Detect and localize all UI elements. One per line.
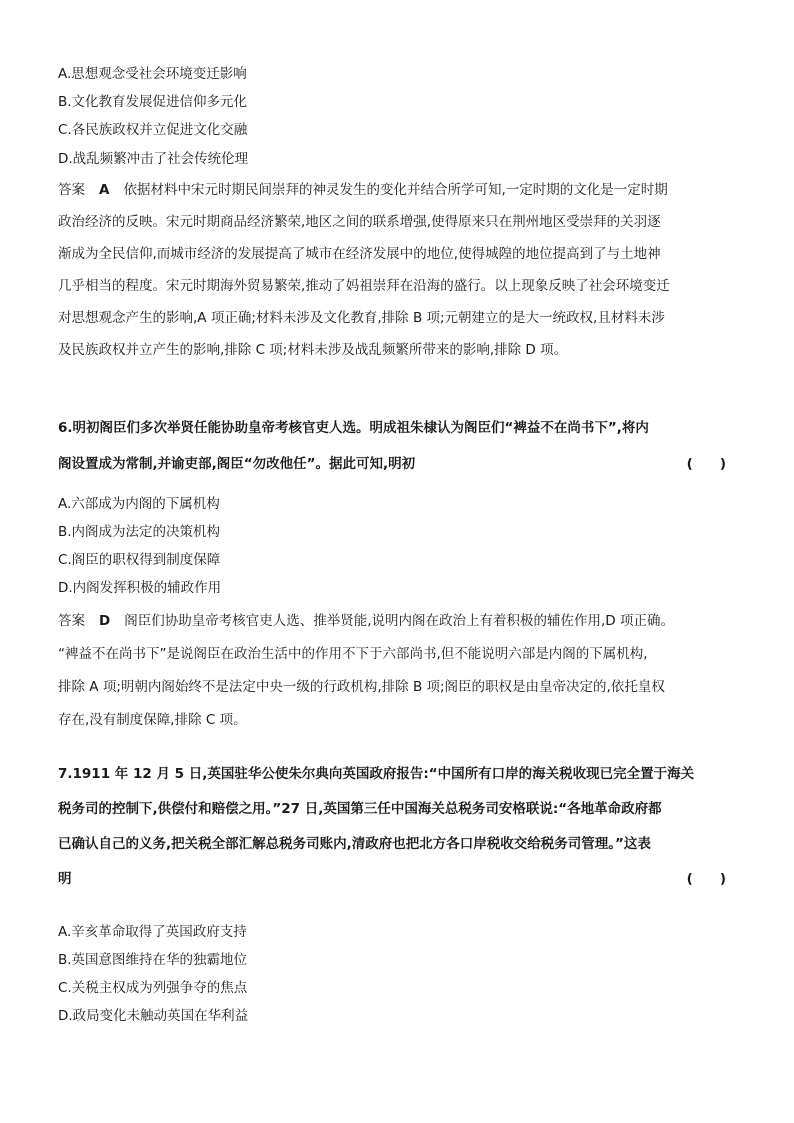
q7-option-c: C.关税主权成为列强争夺的焦点 (58, 980, 248, 996)
q6-stem-line-2 (58, 454, 726, 474)
q6-stem-line-2-text: 阁设置成为常制,并谕吏部,阁臣“勿改他任”。据此可知,明初 (58, 456, 416, 472)
q7-stem-line-2: 税务司的控制下,供偿付和赔偿之用。”27 日,英国第三任中国海关总税务司安格联说:“各地革命政府都 (58, 801, 662, 817)
q5-option-c: C.各民族政权并立促进文化交融 (58, 122, 248, 138)
q7-option-d: D.政局变化未触动英国在华利益 (58, 1008, 249, 1024)
q5-answer-line-4: 几乎相当的程度。宋元时期海外贸易繁荣,推动了妈祖崇拜在沿海的盛行。以上现象反映了社会环境变迁 (58, 278, 670, 294)
q6-answer-line-1 (58, 611, 726, 631)
q7-stem-line-1: 7.1911 年 12 月 5 日,英国驻华公使朱尔典向英国政府报告:“中国所有口岸的海关税收现已完全置于海关 (58, 766, 695, 782)
q5-option-b: B.文化教育发展促进信仰多元化 (58, 94, 248, 110)
q5-answer-line-3: 渐成为全民信仰,而城市经济的发展提高了城市在经济发展中的地位,使得城隍的地位提高到了与土地神 (58, 246, 661, 262)
q5-answer-line-1 (58, 180, 726, 200)
q6-option-a: A.六部成为内阁的下属机构 (58, 496, 220, 512)
answer-text: 依据材料中宋元时期民间崇拜的神灵发生的变化并结合所学可知,一定时期的文化是一定时期 (123, 182, 668, 198)
answer-letter: D (99, 613, 111, 629)
q6-answer-line-4: 存在,没有制度保障,排除 C 项。 (58, 712, 247, 728)
answer-label: 答案 (58, 613, 85, 629)
q6-answer-line-2: “裨益不在尚书下”是说阁臣在政治生活中的作用不下于六部尚书,但不能说明六部是内阁的下属机构, (58, 646, 648, 662)
q5-answer-line-6: 及民族政权并立产生的影响,排除 C 项;材料未涉及战乱频繁所带来的影响,排除 D 项。 (58, 342, 568, 358)
q5-answer-block (58, 180, 726, 360)
q7-option-b: B.英国意图维持在华的独霸地位 (58, 952, 248, 968)
q5-option-d: D.战乱频繁冲击了社会传统伦理 (58, 151, 249, 167)
answer-label: 答案 (58, 182, 85, 198)
q6-option-d: D.内阁发挥积极的辅政作用 (58, 580, 222, 596)
q6-option-b: B.内阁成为法定的决策机构 (58, 524, 221, 540)
q5-answer-line-2: 政治经济的反映。宋元时期商品经济繁荣,地区之间的联系增强,使得原来只在荆州地区受崇拜的关羽逐 (58, 214, 661, 230)
q5-option-a: A.思想观念受社会环境变迁影响 (58, 66, 247, 82)
q6-stem (58, 418, 726, 474)
q7-stem-line-4-text: 明 (58, 871, 72, 887)
q7-stem-line-4 (58, 869, 726, 889)
q6-stem-line-1: 6.明初阁臣们多次举贤任能协助皇帝考核官吏人选。明成祖朱棣认为阁臣们“裨益不在尚书下”,将内 (58, 420, 649, 436)
q7-answer-bracket: ( ) (686, 871, 726, 887)
q7-stem (58, 764, 726, 889)
q7-option-a: A.辛亥革命取得了英国政府支持 (58, 924, 247, 940)
answer-text: 阁臣们协助皇帝考核官吏人选、推举贤能,说明内阁在政治上有着积极的辅佐作用,D 项正确。 (124, 613, 674, 629)
q6-answer-line-3: 排除 A 项;明朝内阁始终不是法定中央一级的行政机构,排除 B 项;阁臣的职权是由皇帝决定的,依托皇权 (58, 679, 665, 695)
q7-stem-line-3: 已确认自己的义务,把关税全部汇解总税务司账内,清政府也把北方各口岸税收交给税务司管理。”这表 (58, 836, 651, 852)
q6-answer-block (58, 611, 726, 730)
q6-answer-bracket: ( ) (686, 456, 726, 472)
answer-letter: A (99, 182, 110, 198)
q5-answer-line-5: 对思想观念产生的影响,A 项正确;材料未涉及文化教育,排除 B 项;元朝建立的是大一统政权,且材料未涉 (58, 310, 665, 326)
q6-option-c: C.阁臣的职权得到制度保障 (58, 552, 221, 568)
